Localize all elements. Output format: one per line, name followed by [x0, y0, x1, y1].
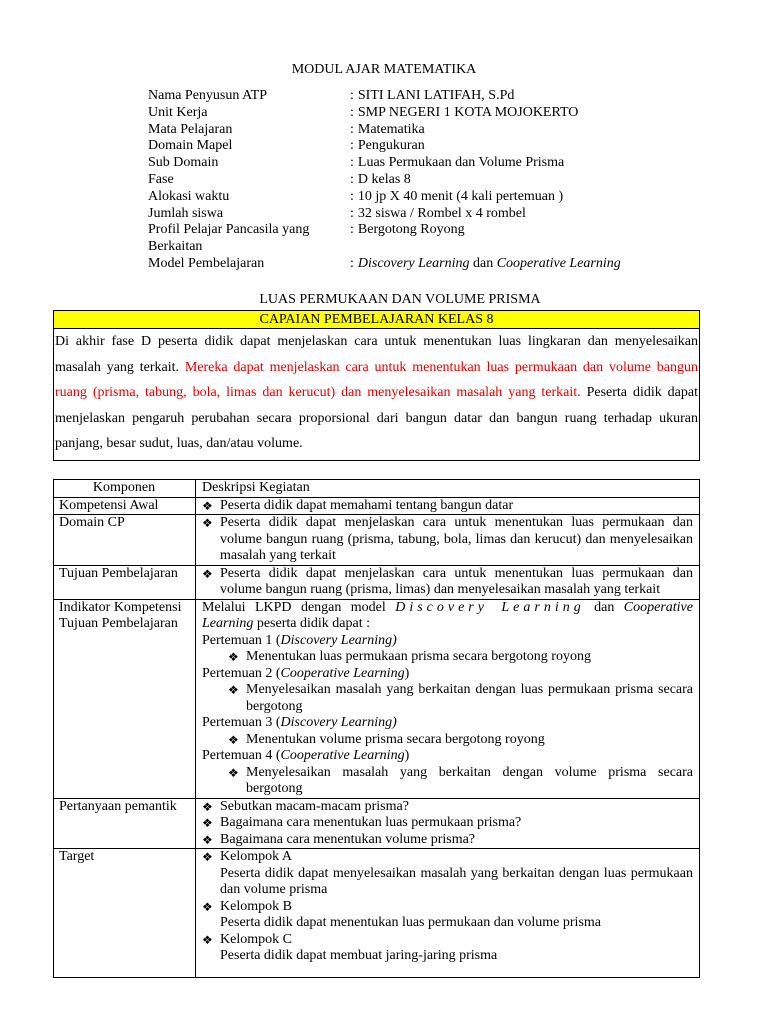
row-content: [196, 565, 700, 599]
info-label: Berkaitan: [148, 239, 203, 255]
meeting-heading: [202, 633, 693, 650]
diamond-bullet-icon: ❖: [202, 516, 213, 530]
diamond-bullet-icon: ❖: [202, 566, 213, 581]
colon: :: [350, 255, 354, 271]
info-value: 10 jp X 40 menit (4 kali pertemuan ): [357, 188, 564, 204]
table-row: [54, 599, 700, 798]
meeting-item: [202, 649, 693, 666]
cp-text-2: Peserta didik dapat menjelaskan pengaruh perubahan secara proporsional dari bangun datar dan bangun ruang terhadap ukuran panjang, besar sudut, luas, dan/atau volume.: [55, 385, 698, 451]
row-label: Kompetensi Awal: [54, 497, 196, 515]
info-label: Domain Mapel: [148, 138, 233, 154]
target-group-text: Peserta didik dapat menyelesaikan masalah yang berkaitan dengan luas permukaan dan volume prisma: [220, 865, 693, 897]
colon: :: [350, 138, 354, 154]
diamond-bullet-icon: ❖: [228, 650, 239, 664]
diamond-bullet-icon: ❖: [202, 850, 213, 864]
meeting-head: Pertemuan 3 (: [202, 715, 281, 730]
info-row: [148, 189, 708, 206]
cp-text: [54, 329, 699, 457]
row-label: Pertanyaan pemantik: [54, 798, 196, 849]
section-title: LUAS PERMUKAAN DAN VOLUME PRISMA: [259, 292, 541, 307]
info-row: [148, 105, 708, 122]
info-label: Jumlah siswa: [148, 205, 224, 221]
colon: :: [350, 188, 354, 204]
row-label: [54, 599, 196, 798]
komponen-table: [53, 479, 700, 978]
colon: :: [350, 171, 354, 187]
meeting-heading: [202, 715, 693, 732]
info-label: Profil Pelajar Pancasila yang: [148, 222, 310, 238]
colon: :: [350, 88, 354, 103]
diamond-bullet-icon: ❖: [202, 932, 213, 947]
meeting-close: ): [404, 748, 410, 763]
target-group: [202, 849, 693, 866]
info-value: SITI LANI LATIFAH, S.Pd: [357, 88, 515, 103]
colon: :: [350, 121, 354, 137]
info-label: Mata Pelajaran: [148, 121, 233, 137]
row-label: Target: [54, 849, 196, 978]
target-group-name: Kelompok B: [220, 898, 292, 914]
meeting-item-text: Menyelesaikan masalah yang berkaitan dengan luas permukaan prisma secara bergotong: [246, 682, 693, 714]
bullet-text: Peserta didik dapat menjelaskan cara untuk menentukan luas permukaan dan volume bangun ruang (prisma, limas) dan menyelesaikan masalah yang terkait: [220, 565, 693, 597]
info-label: Unit Kerja: [148, 104, 208, 120]
indikator-intro: [202, 600, 693, 633]
info-value-wrap: [350, 172, 708, 189]
intro-text: Melalui LKPD dengan model: [202, 599, 396, 615]
meeting-head: Pertemuan 4 (: [202, 748, 281, 763]
table-row: [54, 565, 700, 599]
bullet-line: [202, 566, 693, 599]
info-row: [148, 222, 708, 239]
colon: :: [350, 222, 354, 238]
row-content: [196, 849, 700, 978]
header-deskripsi: Deskripsi Kegiatan: [196, 480, 700, 498]
model-mid: dan: [469, 255, 497, 271]
diamond-bullet-icon: ❖: [202, 832, 213, 847]
document-title: MODUL AJAR MATEMATIKA: [291, 62, 477, 77]
diamond-bullet-icon: ❖: [228, 765, 239, 780]
table-row: [54, 497, 700, 515]
target-group: [202, 899, 693, 916]
meeting-item: [202, 682, 693, 715]
info-value: 32 siswa / Rombel x 4 rombel: [357, 205, 526, 221]
target-group-name: Kelompok C: [220, 931, 292, 947]
info-value: Pengukuran: [357, 138, 425, 154]
intro-model-cl2: Learning: [202, 616, 254, 631]
target-group-text: Peserta didik dapat menentukan luas permukaan dan volume prisma: [220, 915, 602, 930]
question-text: Bagaimana cara menentukan luas permukaan prisma?: [220, 815, 522, 830]
bullet-text: Peserta didik dapat memahami tentang bangun datar: [220, 497, 514, 513]
table-row: [54, 515, 700, 566]
info-label: Nama Penyusun ATP: [148, 88, 267, 103]
table-header-row: [54, 480, 700, 498]
info-row: [148, 88, 708, 105]
colon: :: [350, 104, 354, 120]
row-label-line: Indikator Kompetensi: [59, 599, 182, 615]
info-row-model: [148, 256, 708, 273]
intro-text: dan: [584, 599, 624, 615]
target-group-name: Kelompok A: [220, 849, 292, 864]
meeting-close: ): [404, 665, 410, 681]
cp-text-1: Di akhir fase D peserta didik dapat menjelaskan cara untuk menentukan luas lingkaran dan menyelesaikan masalah yang terkait.: [55, 334, 698, 375]
info-row: [148, 122, 708, 139]
intro-model-cl: Cooperative: [623, 599, 693, 615]
cp-text-red: Mereka dapat menjelaskan cara untuk menentukan luas permukaan dan volume bangun ruang (prisma, tabung, bola, limas dan kerucut) dan menyelesaikan masalah yang terkait.: [55, 359, 698, 400]
diamond-bullet-icon: ❖: [228, 732, 239, 747]
meeting-model: Discovery Learning): [280, 715, 397, 730]
intro-text: peserta didik dapat :: [253, 616, 370, 631]
meeting-model: Discovery Learning): [280, 632, 397, 648]
row-content: [196, 798, 700, 849]
bullet-line: [202, 515, 693, 565]
bullet-text: Peserta didik dapat menjelaskan cara untuk menentukan luas permukaan dan volume bangun ruang (prisma, tabung, bola, limas dan kerucut) dan menyelesaikan masalah yang terkait: [220, 515, 693, 563]
bullet-line: [202, 498, 693, 515]
meeting-item: [202, 732, 693, 749]
info-row: [148, 239, 708, 256]
info-value: Matematika: [357, 121, 425, 137]
row-content: [196, 599, 700, 798]
meeting-model: Cooperative Learning: [280, 748, 405, 763]
row-label-line: Tujuan Pembelajaran: [59, 616, 178, 631]
target-group-text: Peserta didik dapat membuat jaring-jaring prisma: [220, 948, 498, 963]
table-row: [54, 798, 700, 849]
question-item: [202, 799, 693, 816]
capaian-pembelajaran-box: [53, 310, 700, 461]
info-label: Sub Domain: [148, 155, 219, 171]
info-value: [350, 239, 708, 256]
info-value-wrap: [350, 189, 708, 206]
meeting-model: Cooperative Learning: [280, 665, 405, 681]
question-item: [202, 832, 693, 849]
meeting-head: Pertemuan 2 (: [202, 665, 281, 681]
info-row: [148, 155, 708, 172]
question-item: [202, 815, 693, 832]
meeting-item-text: Menentukan volume prisma secara bergotong royong: [246, 731, 545, 747]
header-komponen: Komponen: [54, 480, 196, 498]
info-label: Model Pembelajaran: [148, 255, 265, 271]
diamond-bullet-icon: ❖: [202, 899, 213, 914]
info-value: Luas Permukaan dan Volume Prisma: [357, 155, 565, 171]
question-text: Bagaimana cara menentukan volume prisma?: [220, 831, 476, 847]
info-value-wrap: [350, 256, 708, 273]
info-value-wrap: [350, 105, 708, 122]
row-label: Tujuan Pembelajaran: [54, 565, 196, 599]
info-value: Bergotong Royong: [357, 222, 465, 238]
info-label: Fase: [148, 171, 174, 187]
diamond-bullet-icon: ❖: [202, 799, 213, 814]
info-value-wrap: [350, 88, 708, 105]
info-row: [148, 172, 708, 189]
question-text: Sebutkan macam-macam prisma?: [220, 798, 409, 814]
info-value: SMP NEGERI 1 KOTA MOJOKERTO: [357, 104, 579, 120]
info-row: [148, 138, 708, 155]
info-value-wrap: [350, 206, 708, 223]
target-group: [202, 932, 693, 949]
row-content: [196, 497, 700, 515]
info-value-wrap: [350, 122, 708, 139]
info-value-wrap: [350, 155, 708, 172]
diamond-bullet-icon: ❖: [202, 816, 213, 830]
meeting-head: Pertemuan 1 (: [202, 632, 281, 648]
model-a: Discovery Learning: [357, 255, 470, 271]
diamond-bullet-icon: ❖: [202, 498, 213, 513]
intro-model-dl: Discovery Learning: [395, 599, 585, 615]
colon: :: [350, 205, 354, 221]
info-value-wrap: [350, 138, 708, 155]
info-value: D kelas 8: [357, 171, 411, 187]
cp-heading: CAPAIAN PEMBELAJARAN KELAS 8: [54, 311, 699, 329]
row-label: Domain CP: [54, 515, 196, 566]
info-label: Alokasi waktu: [148, 188, 230, 204]
model-b: Cooperative Learning: [496, 255, 621, 271]
row-content: [196, 515, 700, 566]
meeting-item-text: Menentukan luas permukaan prisma secara bergotong royong: [246, 649, 591, 664]
table-row: [54, 849, 700, 978]
info-value-wrap: [350, 222, 708, 239]
meeting-item: [202, 765, 693, 798]
meeting-heading: [202, 748, 693, 765]
identity-block: [148, 88, 708, 273]
diamond-bullet-icon: ❖: [228, 683, 239, 697]
colon: :: [350, 155, 354, 171]
info-row: [148, 206, 708, 223]
meeting-item-text: Menyelesaikan masalah yang berkaitan dengan volume prisma secara bergotong: [246, 764, 693, 796]
meeting-heading: [202, 666, 693, 683]
